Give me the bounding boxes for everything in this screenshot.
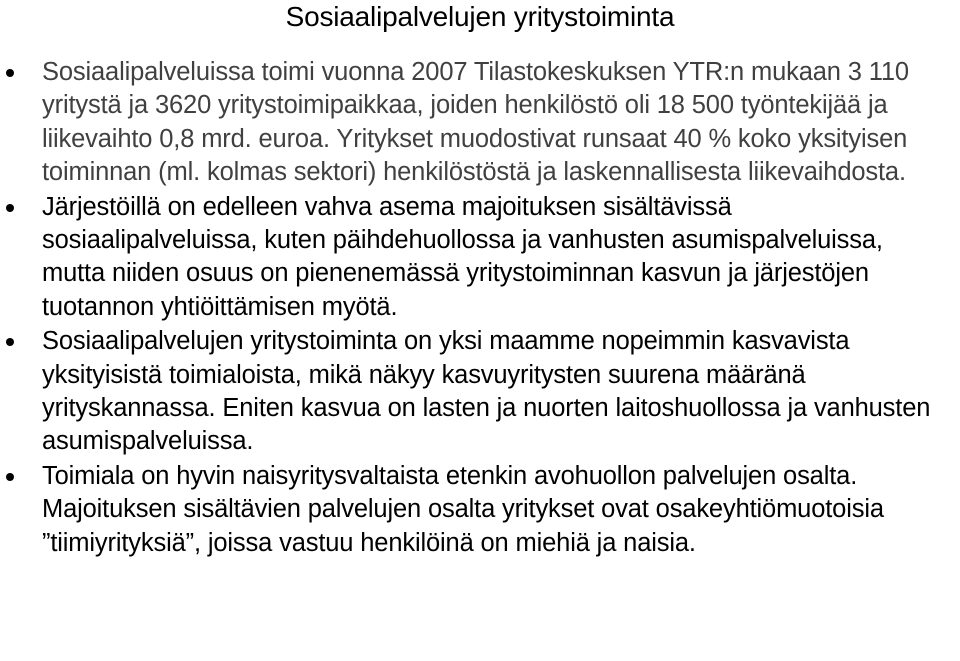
bullet-item [0, 460, 960, 560]
bullet-dot-icon [6, 204, 14, 212]
bullet-text: Sosiaalipalveluissa toimi vuonna 2007 Tilastokeskuksen YTR:n mukaan 3 110 yritystä ja 3620 yritystoimipaikkaa, joiden henkilöstö oli 18 500 työntekijää ja liikevaihto 0,8 mrd. euroa. Yritykset muodostivat runsaat 40 % koko yksityisen toiminnan (ml. kolmas sektori) henkilöstöstä ja laskennallisesta liikevaihdosta. [42, 58, 909, 187]
bullet-text: Sosiaalipalvelujen yritystoiminta on yksi maamme nopeimmin kasvavista yksityisistä toimialoista, mikä näkyy kasvuyritysten suurena määränä yrityskannassa. Eniten kasvua on lasten ja nuorten laitoshuollossa ja vanhusten asumispalveluissa. [42, 327, 931, 456]
bullet-list [0, 56, 960, 561]
bullet-item [0, 325, 960, 459]
bullet-item [0, 56, 960, 190]
bullet-text: Toimiala on hyvin naisyritysvaltaista etenkin avohuollon palvelujen osalta. Majoituksen sisältävien palvelujen osalta yritykset ovat osakeyhtiömuotoisia ”tiimiyrityksiä”, joissa vastuu henkilöinä on miehiä ja naisia. [42, 461, 884, 557]
bullet-dot-icon [6, 338, 14, 346]
bullet-dot-icon [6, 69, 14, 77]
bullet-text: Järjestöillä on edelleen vahva asema majoituksen sisältävissä sosiaalipalveluissa, kuten päihdehuollossa ja vanhusten asumispalveluissa, mutta niiden osuus on pienenemässä yritystoiminnan kasvun ja järjestöjen tuotannon yhtiöittämisen myötä. [42, 192, 883, 321]
bullet-item [0, 191, 960, 325]
bullet-dot-icon [6, 473, 14, 481]
slide-title: Sosiaalipalvelujen yritystoiminta [285, 1, 675, 32]
